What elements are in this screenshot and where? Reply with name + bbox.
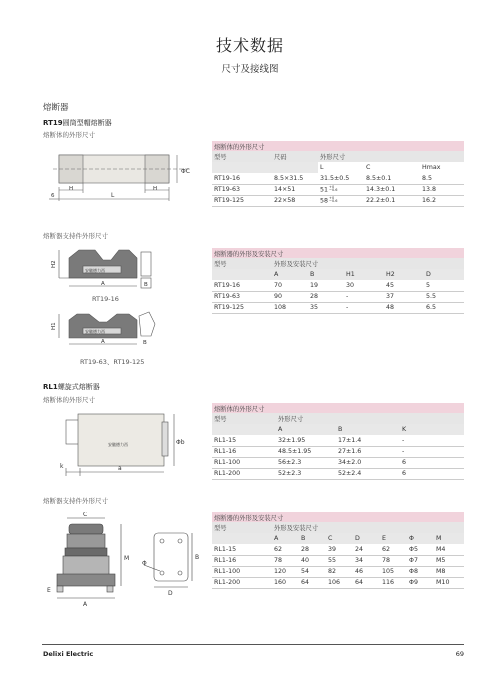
cell: 82 (326, 566, 353, 577)
rt19-brand-2: 安徽德力西 (85, 329, 105, 334)
cell: 5 (424, 280, 464, 291)
cell: 37 (384, 291, 424, 302)
cell-model: RT19-125 (212, 195, 272, 206)
table-row (212, 291, 464, 302)
cell-l-tol-lower: −0.6 (329, 188, 338, 193)
cell-model: RL1-16 (212, 446, 276, 457)
cell: Φ7 (407, 555, 434, 566)
cell-l (318, 184, 364, 195)
rt19-63-support-drawing (45, 306, 165, 354)
rt19-support-table (212, 248, 464, 314)
rt19-body-sub-l: L (318, 162, 364, 173)
rl1-support-table (212, 512, 464, 589)
rl1-body-table (212, 403, 464, 480)
rl1-dim-a: A (83, 601, 88, 607)
table-row (212, 566, 464, 577)
sub-d: D (353, 533, 380, 544)
cell: 90 (272, 291, 308, 302)
cell: 120 (272, 566, 299, 577)
cell-c: 22.2±0.1 (364, 195, 420, 206)
cell-h: 13.8 (420, 184, 464, 195)
rt19-support-col-dims: 外形及安装尺寸 (272, 258, 464, 269)
cell: 30 (344, 280, 384, 291)
table-row (212, 544, 464, 555)
cell: 17±1.4 (336, 435, 400, 446)
rt19-body-col-dims: 外形尺寸 (318, 151, 464, 162)
cell: 46 (353, 566, 380, 577)
cell: 39 (326, 544, 353, 555)
rt19-support-col-model: 型号 (212, 258, 272, 269)
cell: 70 (272, 280, 308, 291)
rt19-dim-6: 6 (51, 193, 55, 199)
sub-a: A (276, 424, 336, 435)
rt19-body-col-model: 型号 (212, 151, 272, 162)
rl1-dim-a: a (118, 465, 122, 472)
table-row (212, 302, 464, 313)
sub-phi: Φ (407, 533, 434, 544)
cell-model: RL1-200 (212, 468, 276, 479)
rl1-support-side-drawing (45, 512, 135, 607)
rl1-support-table-caption: 熔断器的外形及安装尺寸 (212, 512, 464, 522)
cell: Φ5 (407, 544, 434, 555)
rl1-body-drawing (50, 406, 190, 478)
rt19-body-col-size: 尺码 (272, 151, 318, 162)
cell: 32±1.95 (276, 435, 336, 446)
rt19-body-sub-c: C (364, 162, 420, 173)
cell: - (344, 291, 384, 302)
sub-c: C (326, 533, 353, 544)
rl1-dim-m: M (124, 555, 130, 562)
cell: 62 (272, 544, 299, 555)
rt19-dim-b: B (144, 282, 148, 288)
cell: 52±2.3 (276, 468, 336, 479)
cell: 105 (380, 566, 407, 577)
cell-c: 8.5±0.1 (364, 173, 420, 184)
rl1-support-col-model: 型号 (212, 522, 272, 533)
sub-k: K (400, 424, 464, 435)
rt19-body-table (212, 141, 464, 207)
cell-l-value: 31.5±0.5 (320, 174, 350, 182)
rt19-dim-h1: H1 (51, 322, 57, 330)
rl1-series: RL1 (43, 383, 58, 391)
sub-b: B (336, 424, 400, 435)
cell: 56±2.3 (276, 457, 336, 468)
cell: 78 (380, 555, 407, 566)
cell-model: RL1-200 (212, 577, 272, 588)
cell-model: RT19-63 (212, 184, 272, 195)
cell: Φ8 (407, 566, 434, 577)
cell-model: RT19-125 (212, 302, 272, 313)
table-row (212, 446, 464, 457)
cell: 6 (400, 468, 464, 479)
sub-b: B (308, 269, 344, 280)
rl1-body-col-model: 型号 (212, 413, 276, 424)
rl1-brand: 安徽德力西 (108, 442, 128, 447)
section-title-fuse: 熔断器 (43, 103, 69, 113)
table-row (212, 435, 464, 446)
cell-model: RL1-100 (212, 457, 276, 468)
cell: 64 (299, 577, 326, 588)
cell-l (318, 195, 364, 206)
sub-a: A (272, 269, 308, 280)
rt19-dim-h2: H (153, 186, 158, 192)
rl1-dim-k: k (60, 463, 64, 470)
table-row (212, 457, 464, 468)
cell-model: RL1-15 (212, 435, 276, 446)
table-row (212, 280, 464, 291)
rt19-body-label: 熔断体的外形尺寸 (43, 131, 95, 139)
cell: 28 (308, 291, 344, 302)
sub-d: D (424, 269, 464, 280)
rl1-dim-d: D (168, 590, 173, 597)
rt19-dim-b2: B (143, 340, 147, 346)
table-row (212, 184, 464, 195)
cell-l (318, 173, 364, 184)
rl1-dim-c: C (83, 512, 88, 518)
cell: M10 (434, 577, 464, 588)
page-number: 69 (455, 650, 464, 658)
rl1-heading (43, 382, 100, 392)
sub-a: A (272, 533, 299, 544)
rl1-support-label: 熔断器支持件外形尺寸 (43, 497, 108, 505)
table-row (212, 577, 464, 588)
rl1-dim-e: E (47, 587, 51, 594)
cell: 45 (384, 280, 424, 291)
cell: M4 (434, 544, 464, 555)
cell-model: RL1-100 (212, 566, 272, 577)
rt19-fig1-caption: RT19-16 (92, 295, 119, 303)
cell: 48 (384, 302, 424, 313)
cell: 34±2.0 (336, 457, 400, 468)
cell: 78 (272, 555, 299, 566)
cell-model: RL1-15 (212, 544, 272, 555)
rt19-dim-c: ΦC (181, 168, 190, 175)
sub-h1: H1 (344, 269, 384, 280)
sub-h2: H2 (384, 269, 424, 280)
rl1-body-table-caption: 熔断体的外形尺寸 (212, 403, 464, 413)
cell: 54 (299, 566, 326, 577)
cell-model: RT19-16 (212, 173, 272, 184)
cell: 19 (308, 280, 344, 291)
rl1-series-desc: 螺旋式熔断器 (57, 383, 100, 391)
sub-e: E (380, 533, 407, 544)
cell: 40 (299, 555, 326, 566)
cell: - (400, 435, 464, 446)
sub-m: M (434, 533, 464, 544)
cell-h: 8.5 (420, 173, 464, 184)
rt19-series: RT19 (43, 119, 63, 127)
rt19-dim-l: L (111, 192, 115, 199)
page-subtitle: 尺寸及接线图 (221, 64, 279, 75)
cell: 48.5±1.95 (276, 446, 336, 457)
cell-c: 14.3±0.1 (364, 184, 420, 195)
rt19-body-drawing (45, 143, 195, 205)
cell: - (400, 446, 464, 457)
cell: M5 (434, 555, 464, 566)
cell: 6.5 (424, 302, 464, 313)
cell-size: 22×58 (272, 195, 318, 206)
cell: 28 (299, 544, 326, 555)
page-title: 技术数据 (215, 36, 284, 55)
rt19-support-label: 熔断器支持件外形尺寸 (43, 232, 108, 240)
rt19-fig2-caption: RT19-63、RT19-125 (80, 358, 145, 366)
cell: 5.5 (424, 291, 464, 302)
rt19-series-desc: 圆筒型帽熔断器 (62, 119, 112, 127)
rt19-body-table-caption: 熔断体的外形尺寸 (212, 141, 464, 151)
cell: 106 (326, 577, 353, 588)
cell: 55 (326, 555, 353, 566)
cell: 27±1.6 (336, 446, 400, 457)
rl1-body-label: 熔断体的外形尺寸 (43, 396, 95, 404)
rt19-support-table-caption: 熔断器的外形及安装尺寸 (212, 248, 464, 258)
cell-size: 8.5×31.5 (272, 173, 318, 184)
rt19-dim-a: A (101, 281, 105, 287)
cell-l-tol-lower: −0.6 (329, 199, 338, 204)
cell: 116 (380, 577, 407, 588)
cell: 108 (272, 302, 308, 313)
cell: 62 (380, 544, 407, 555)
cell: - (344, 302, 384, 313)
rl1-dim-b: Φb (176, 439, 185, 446)
rl1-support-col-dims: 外形及安装尺寸 (272, 522, 464, 533)
rl1-support-base-drawing (140, 525, 210, 605)
cell: 64 (353, 577, 380, 588)
footer-divider (42, 644, 464, 645)
cell: 34 (353, 555, 380, 566)
table-row (212, 555, 464, 566)
rt19-dim-h1: H (69, 186, 74, 192)
cell-h: 16.2 (420, 195, 464, 206)
rl1-body-col-dims: 外形尺寸 (276, 413, 464, 424)
cell: 35 (308, 302, 344, 313)
cell: Φ9 (407, 577, 434, 588)
cell-l-tol-upper: +0 (329, 184, 335, 189)
table-row (212, 195, 464, 206)
rt19-dim-h2: H2 (51, 260, 57, 268)
cell-size: 14×51 (272, 184, 318, 195)
cell: M8 (434, 566, 464, 577)
cell-model: RL1-16 (212, 555, 272, 566)
cell-l-value: 58 (320, 197, 329, 205)
cell-l-tol-upper: +0 (329, 195, 335, 200)
cell: 24 (353, 544, 380, 555)
rl1-dim-b: B (195, 554, 200, 561)
rt19-heading (43, 118, 112, 128)
footer-brand: Delixi Electric (43, 650, 94, 658)
cell-l-value: 51 (320, 186, 329, 194)
cell-model: RT19-63 (212, 291, 272, 302)
rt19-brand-1: 安徽德力西 (85, 268, 105, 273)
rt19-dim-a2: A (101, 339, 105, 345)
cell: 52±2.4 (336, 468, 400, 479)
rl1-dim-phi: Φ (142, 560, 147, 567)
cell: 6 (400, 457, 464, 468)
cell-model: RT19-16 (212, 280, 272, 291)
rt19-body-sub-h: Hmax (420, 162, 464, 173)
cell: 160 (272, 577, 299, 588)
sub-b: B (299, 533, 326, 544)
table-row (212, 468, 464, 479)
table-row (212, 173, 464, 184)
